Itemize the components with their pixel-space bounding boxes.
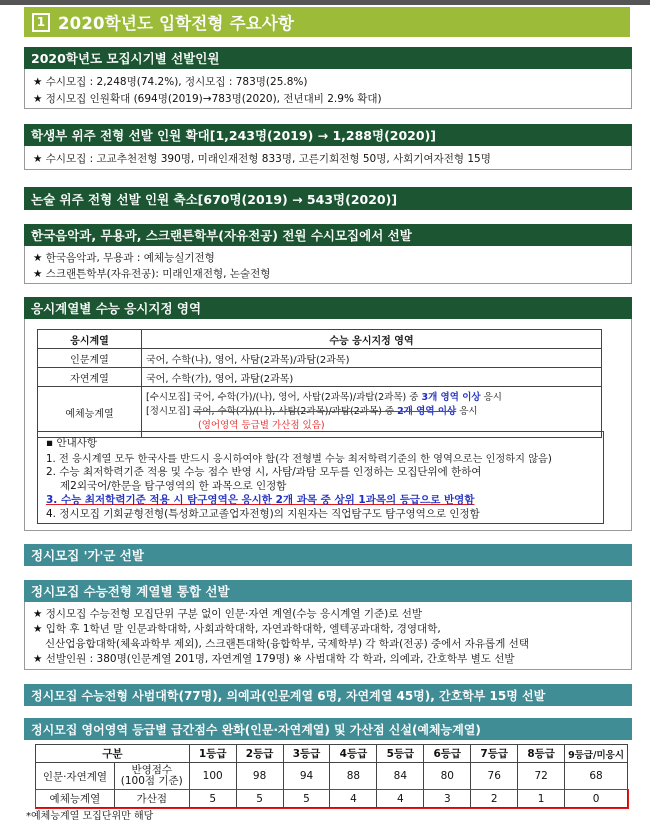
text-span: 응시: [456, 406, 478, 417]
notice-item: 2. 수능 최저학력기준 적용 및 수능 점수 반영 시, 사탐/과탐 모두를 인정하는 모집단위에 한하여: [46, 466, 482, 478]
table-header-row: [36, 745, 628, 763]
table-cell: 4: [377, 790, 424, 808]
table-cell: 인문계열: [38, 349, 142, 368]
table-header: 2등급: [236, 745, 283, 763]
bullet-line: ★ 수시모집 : 고교추천전형 390명, 미래인재전형 833명, 고른기회전형 50명, 사회기여자전형 15명: [33, 153, 491, 165]
section-body: [24, 69, 632, 109]
table-row: [38, 349, 602, 368]
section-header: 응시계열별 수능 응시지정 영역: [24, 297, 632, 319]
table-cell: 자연계열: [38, 368, 142, 387]
section-header: 정시모집 '가'군 선발: [24, 544, 632, 566]
table-cell: 인문·자연계열: [36, 763, 115, 790]
subject-table: [37, 329, 602, 438]
section-body: [24, 246, 632, 284]
section-header: 학생부 위주 전형 선발 인원 확대[1,243명(2019) → 1,288명(2020)]: [24, 124, 632, 146]
table-header: 구분: [36, 745, 190, 763]
table-cell: 80: [424, 763, 471, 790]
table-header: 6등급: [424, 745, 471, 763]
table-cell: 72: [518, 763, 565, 790]
table-header: 4등급: [330, 745, 377, 763]
cell-line: 반영점수: [131, 764, 173, 776]
table-row: [38, 368, 602, 387]
highlight-text: 3개 영역 이상: [421, 392, 481, 403]
notice-box: [37, 431, 604, 524]
table-cell: 94: [283, 763, 330, 790]
table-header: 수능 응시지정 영역: [142, 330, 602, 349]
table-cell: 4: [330, 790, 377, 808]
table-header: 8등급: [518, 745, 565, 763]
table-cell: 98: [236, 763, 283, 790]
table-cell: 5: [189, 790, 236, 808]
section-body: [24, 146, 632, 170]
section-body: [24, 740, 632, 822]
section-header: 2020학년도 모집시기별 선발인원: [24, 47, 632, 69]
section-header: 정시모집 수능전형 사범대학(77명), 의예과(인문계열 6명, 자연계열 45명), 간호학부 15명 선발: [24, 684, 632, 706]
struck-text: 국어, 수학(가)/(나), 사탐(2과목)/과탐(2과목) 중: [193, 406, 398, 417]
bullet-line: ★ 스크랜튼학부(자유전공): 미래인재전형, 논술전형: [33, 268, 271, 280]
notice-item: 제2외국어/한문을 탐구영역의 한 과목으로 인정함: [60, 480, 287, 492]
top-bar: [0, 0, 650, 5]
page-title: [24, 7, 630, 37]
table-header: 1등급: [189, 745, 236, 763]
score-table: [35, 744, 628, 808]
table-header: 9등급/미응시: [565, 745, 628, 763]
section-body: [24, 319, 632, 531]
section-number: 1: [32, 13, 50, 32]
section-header: 한국음악과, 무용과, 스크랜튼학부(자유전공) 전원 수시모집에서 선발: [24, 224, 632, 246]
table-header: 7등급: [471, 745, 518, 763]
table-cell: 2: [471, 790, 518, 808]
text-span: [수시모집] 국어, 수학(가)/(나), 영어, 사탐(2과목)/과탐(2과목) 중: [146, 392, 422, 403]
table-cell: 5: [283, 790, 330, 808]
section-body: [24, 602, 632, 670]
bullet-line: ★ 정시모집 인원확대 (694명(2019)→783명(2020), 전년대비 2.9% 확대): [33, 93, 382, 105]
table-row: [38, 387, 602, 438]
table-cell: 88: [330, 763, 377, 790]
table-row: [36, 790, 628, 808]
text-span: [정시모집]: [146, 406, 194, 417]
bullet-line: ★ 선발인원 : 380명(인문계열 201명, 자연계열 179명) ※ 사범대학 각 학과, 의예과, 간호학부 별도 선발: [33, 653, 515, 665]
cell-line: (100점 기준): [120, 775, 183, 787]
bullet-line: 신산업융합대학(체육과학부 제외), 스크랜튼대학(융합학부, 국제학부) 각 학과(전공) 중에서 자유롭게 선택: [45, 638, 529, 650]
table-cell: 1: [518, 790, 565, 808]
table-cell: 84: [377, 763, 424, 790]
notice-item: 1. 전 응시계열 모두 한국사를 반드시 응시하여야 함(각 전형별 수능 최저학력기준의 한 영역으로는 인정하지 않음): [46, 454, 552, 465]
table-cell: 100: [189, 763, 236, 790]
table-cell: 0: [565, 790, 628, 808]
text-span: 응시: [480, 392, 502, 403]
table-cell: 3: [424, 790, 471, 808]
table-cell: [142, 387, 602, 438]
page-title-text: 2020학년도 입학전형 주요사항: [58, 14, 295, 33]
notice-heading: ▪ 안내사항: [46, 437, 98, 449]
table-cell: 68: [565, 763, 628, 790]
bullet-line: ★ 입학 후 1학년 말 인문과학대학, 사회과학대학, 자연과학대학, 엘텍공과대학, 경영대학,: [33, 623, 441, 635]
table-cell: 예체능계열: [36, 790, 115, 808]
table-cell: 예체능계열: [38, 387, 142, 438]
notice-item: 3. 수능 최저학력기준 적용 시 탐구영역은 응시한 2개 과목 중 상위 1과목의 등급으로 반영함: [46, 494, 475, 506]
table-header: 응시계열: [38, 330, 142, 349]
bullet-line: ★ 정시모집 수능전형 모집단위 구분 없이 인문·자연 계열(수능 응시계열 기준)로 선발: [33, 608, 423, 620]
bullet-line: ★ 한국음악과, 무용과 : 예체능실기전형: [33, 252, 215, 264]
notice-item: 4. 정시모집 기회균형전형(특성화고교졸업자전형)의 지원자는 직업탐구도 탐구영역으로 인정함: [46, 508, 480, 520]
table-header: 5등급: [377, 745, 424, 763]
table-cell: 76: [471, 763, 518, 790]
section-header: 정시모집 수능전형 계열별 통합 선발: [24, 580, 632, 602]
table-row: [36, 763, 628, 790]
table-cell: 가산점: [114, 790, 189, 808]
section-header: 논술 위주 전형 선발 인원 축소[670명(2019) → 543명(2020)]: [24, 187, 632, 210]
table-cell: [114, 763, 189, 790]
table-cell: 5: [236, 790, 283, 808]
bullet-line: ★ 수시모집 : 2,248명(74.2%), 정시모집 : 783명(25.8%): [33, 76, 308, 88]
section-header: 정시모집 영어영역 등급별 급간점수 완화(인문·자연계열) 및 가산점 신설(예체능계열): [24, 718, 632, 740]
table-cell: 국어, 수학(나), 영어, 사탐(2과목)/과탐(2과목): [142, 349, 602, 368]
footnote: *예체능계열 모집단위만 해당: [26, 811, 154, 822]
table-cell: 국어, 수학(가), 영어, 과탐(2과목): [142, 368, 602, 387]
bonus-note: (영어영역 등급별 가산점 있음): [198, 420, 325, 431]
highlight-text: 2개 영역 이상: [397, 406, 457, 417]
table-header: 3등급: [283, 745, 330, 763]
